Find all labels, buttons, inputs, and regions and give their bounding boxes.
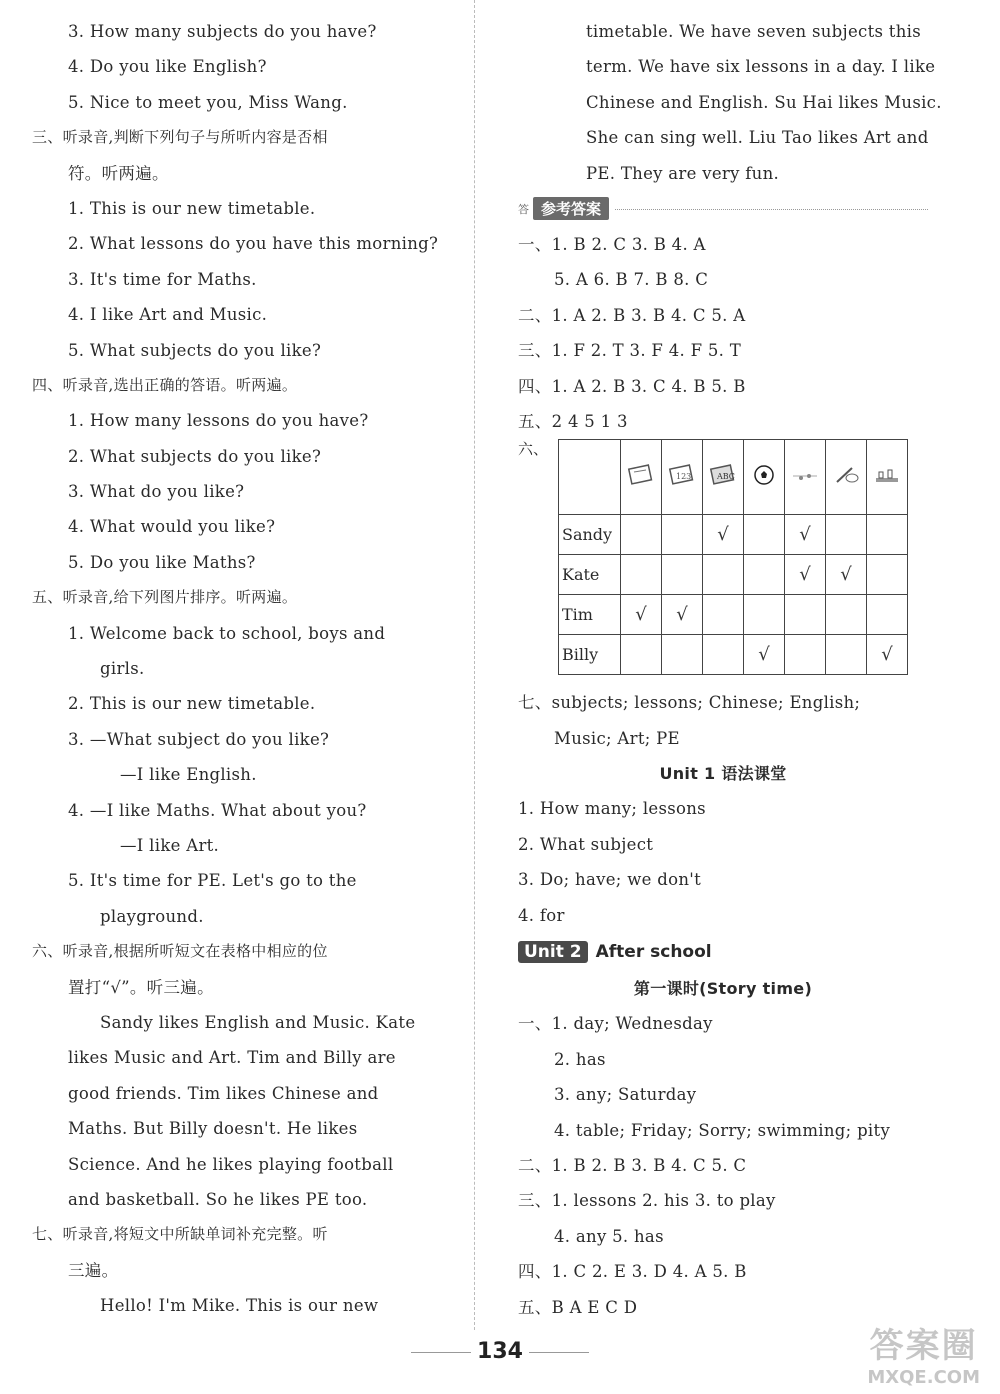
check-cell [744, 515, 785, 555]
text-line: 4. Do you like English? [68, 57, 267, 77]
table-row [559, 635, 908, 675]
section-heading: 五、听录音,给下列图片排序。听两遍。 [32, 588, 298, 607]
check-cell [744, 555, 785, 595]
answer-line: 三、1. lessons 2. his 3. to play [518, 1191, 776, 1211]
text-line: good friends. Tim likes Chinese and [68, 1083, 379, 1103]
answers-part-2 [518, 685, 928, 756]
check-cell [867, 595, 908, 635]
art-icon [832, 464, 860, 486]
text-line: 3. —What subject do you like? [68, 729, 330, 749]
check-cell [826, 515, 867, 555]
text-line: 2. This is our new timetable. [68, 694, 316, 714]
subject-header-cell [703, 440, 744, 515]
passage-line: Chinese and English. Su Hai likes Music. [586, 92, 942, 112]
listening-passage [518, 14, 942, 191]
answers-part-3 [518, 1006, 928, 1325]
column-divider [474, 0, 475, 1330]
answer-line: 2. has [554, 1049, 606, 1069]
answer-table-block [518, 439, 928, 685]
text-line: Science. And he likes playing football [68, 1154, 394, 1174]
check-cell [703, 595, 744, 635]
text-line: Sandy likes English and Music. Kate [100, 1012, 416, 1032]
answer-line: 二、1. A 2. B 3. B 4. C 5. A [518, 305, 746, 325]
passage-line: PE. They are very fun. [586, 163, 780, 183]
table-corner [559, 440, 621, 515]
text-line: 3. How many subjects do you have? [68, 22, 377, 41]
check-cell [785, 595, 826, 635]
answer-line: 一、1. day; Wednesday [518, 1014, 713, 1034]
table-row [559, 515, 908, 555]
check-cell [867, 555, 908, 595]
check-cell [621, 635, 662, 675]
unit2-heading [518, 933, 928, 971]
passage-line: term. We have six lessons in a day. I like [586, 57, 936, 77]
subject-header-cell [744, 440, 785, 515]
answer-line: 四、1. A 2. B 3. C 4. B 5. B [518, 376, 746, 396]
maths-book-icon [668, 464, 696, 486]
right-column [518, 14, 942, 1325]
table-row [559, 555, 908, 595]
text-line: girls. [100, 659, 145, 679]
check-cell [662, 555, 703, 595]
check-cell [662, 515, 703, 555]
answer-line: 三、1. F 2. T 3. F 4. F 5. T [518, 341, 742, 361]
answer-line: 五、2 4 5 1 3 [518, 411, 628, 431]
check-cell [744, 595, 785, 635]
text-line: 5. Nice to meet you, Miss Wang. [68, 92, 348, 112]
answer-key-label: 参考答案 [533, 197, 609, 220]
check-cell: √ [867, 635, 908, 675]
subject-header-cell [662, 440, 703, 515]
svg-text:123: 123 [676, 472, 692, 482]
text-line: 2. What subjects do you like? [68, 446, 322, 466]
music-icon [791, 464, 819, 486]
left-column [32, 14, 444, 1323]
check-cell: √ [785, 555, 826, 595]
check-cell [621, 515, 662, 555]
answer-line: 4. table; Friday; Sorry; swimming; pity [554, 1120, 891, 1140]
answer-line: 二、1. B 2. B 3. B 4. C 5. C [518, 1155, 747, 1175]
header-rule [615, 208, 928, 210]
check-cell [826, 595, 867, 635]
text-line: 5. What subjects do you like? [68, 340, 322, 360]
table-prefix: 六、 [518, 440, 549, 459]
text-line: 1. This is our new timetable. [68, 198, 316, 218]
unit2-badge: Unit 2 [518, 941, 588, 963]
check-cell [621, 555, 662, 595]
check-cell [867, 515, 908, 555]
text-line: —I like Art. [120, 835, 220, 855]
section-heading: 三、听录音,判断下列句子与所听内容是否相 [32, 128, 328, 147]
chinese-book-icon [627, 464, 655, 486]
text-line: 4. I like Art and Music. [68, 305, 268, 325]
answer-line: 3. any; Saturday [554, 1085, 697, 1105]
text-line: 三遍。 [68, 1260, 119, 1280]
page-number: 134 [0, 1339, 1000, 1364]
text-line: 4. What would you like? [68, 517, 276, 537]
text-line: 符。听两遍。 [68, 163, 169, 183]
science-icon [873, 464, 901, 486]
text-line: and basketball. So he likes PE too. [68, 1189, 368, 1209]
text-line: 置打“√”。听三遍。 [68, 977, 214, 997]
check-cell [826, 635, 867, 675]
subject-header-cell [826, 440, 867, 515]
text-line: 2. What lessons do you have this morning? [68, 234, 439, 254]
unit2-title: After school [595, 942, 712, 963]
text-line: 5. Do you like Maths? [68, 552, 256, 572]
answer-key-header [518, 191, 928, 227]
svg-text:ABC: ABC [717, 472, 735, 482]
text-line: 5. It's time for PE. Let's go to the [68, 871, 357, 891]
text-line: Hello! I'm Mike. This is our new [100, 1296, 379, 1316]
text-line: Maths. But Billy doesn't. He likes [68, 1119, 358, 1139]
subject-header-cell [785, 440, 826, 515]
subject-header-cell [621, 440, 662, 515]
answer-line: Music; Art; PE [554, 728, 680, 748]
student-name: Sandy [559, 515, 621, 555]
text-line: 3. It's time for Maths. [68, 269, 257, 289]
answer-line: 4. any 5. has [554, 1226, 664, 1246]
answer-line: 七、subjects; lessons; Chinese; English; [518, 693, 861, 713]
table-row [559, 595, 908, 635]
answers-part-1 [518, 227, 928, 439]
grammar-answer: 2. What subject [518, 834, 654, 854]
check-cell [662, 635, 703, 675]
football-icon [750, 464, 778, 486]
grammar-answer: 3. Do; have; we don't [518, 870, 702, 890]
check-cell: √ [785, 515, 826, 555]
check-cell [703, 635, 744, 675]
text-line: —I like English. [120, 765, 257, 785]
answer-mark-icon: 答 [518, 202, 529, 216]
watermark-logo [867, 1318, 980, 1388]
passage-line: timetable. We have seven subjects this [586, 22, 922, 41]
section-heading: 七、听录音,将短文中所缺单词补充完整。听 [32, 1225, 328, 1244]
text-line: likes Music and Art. Tim and Billy are [68, 1048, 396, 1068]
answer-line: 五、B A E C D [518, 1297, 638, 1317]
check-cell [785, 635, 826, 675]
check-cell: √ [621, 595, 662, 635]
text-line: 3. What do you like? [68, 482, 245, 502]
unit1-grammar-answers [518, 791, 928, 933]
answer-line: 5. A 6. B 7. B 8. C [554, 270, 709, 290]
answer-line: 一、1. B 2. C 3. B 4. A [518, 234, 706, 254]
check-cell: √ [744, 635, 785, 675]
text-line: 1. How many lessons do you have? [68, 411, 369, 431]
text-line: 1. Welcome back to school, boys and [68, 623, 386, 643]
grammar-answer: 1. How many; lessons [518, 799, 706, 819]
text-line: 4. —I like Maths. What about you? [68, 800, 367, 820]
lesson-title: 第一课时(Story time) [633, 979, 813, 999]
section-heading: 六、听录音,根据所听短文在表格中相应的位 [32, 942, 328, 961]
text-line: playground. [100, 906, 204, 926]
student-name: Kate [559, 555, 621, 595]
english-book-icon [709, 464, 737, 486]
check-cell: √ [826, 555, 867, 595]
student-name: Billy [559, 635, 621, 675]
answer-line: 四、1. C 2. E 3. D 4. A 5. B [518, 1262, 747, 1282]
answer-table [558, 439, 908, 675]
unit1-grammar-title: Unit 1 语法课堂 [659, 764, 787, 784]
check-cell [703, 555, 744, 595]
student-name: Tim [559, 595, 621, 635]
table-header-row [559, 440, 908, 515]
passage-line: She can sing well. Liu Tao likes Art and [586, 128, 929, 148]
section-heading: 四、听录音,选出正确的答语。听两遍。 [32, 375, 298, 394]
watermark-text-cn: 答案圈 [869, 1326, 978, 1366]
watermark-text-en: MXQE.COM [867, 1367, 980, 1388]
check-cell: √ [662, 595, 703, 635]
check-cell: √ [703, 515, 744, 555]
grammar-answer: 4. for [518, 905, 565, 925]
subject-header-cell [867, 440, 908, 515]
